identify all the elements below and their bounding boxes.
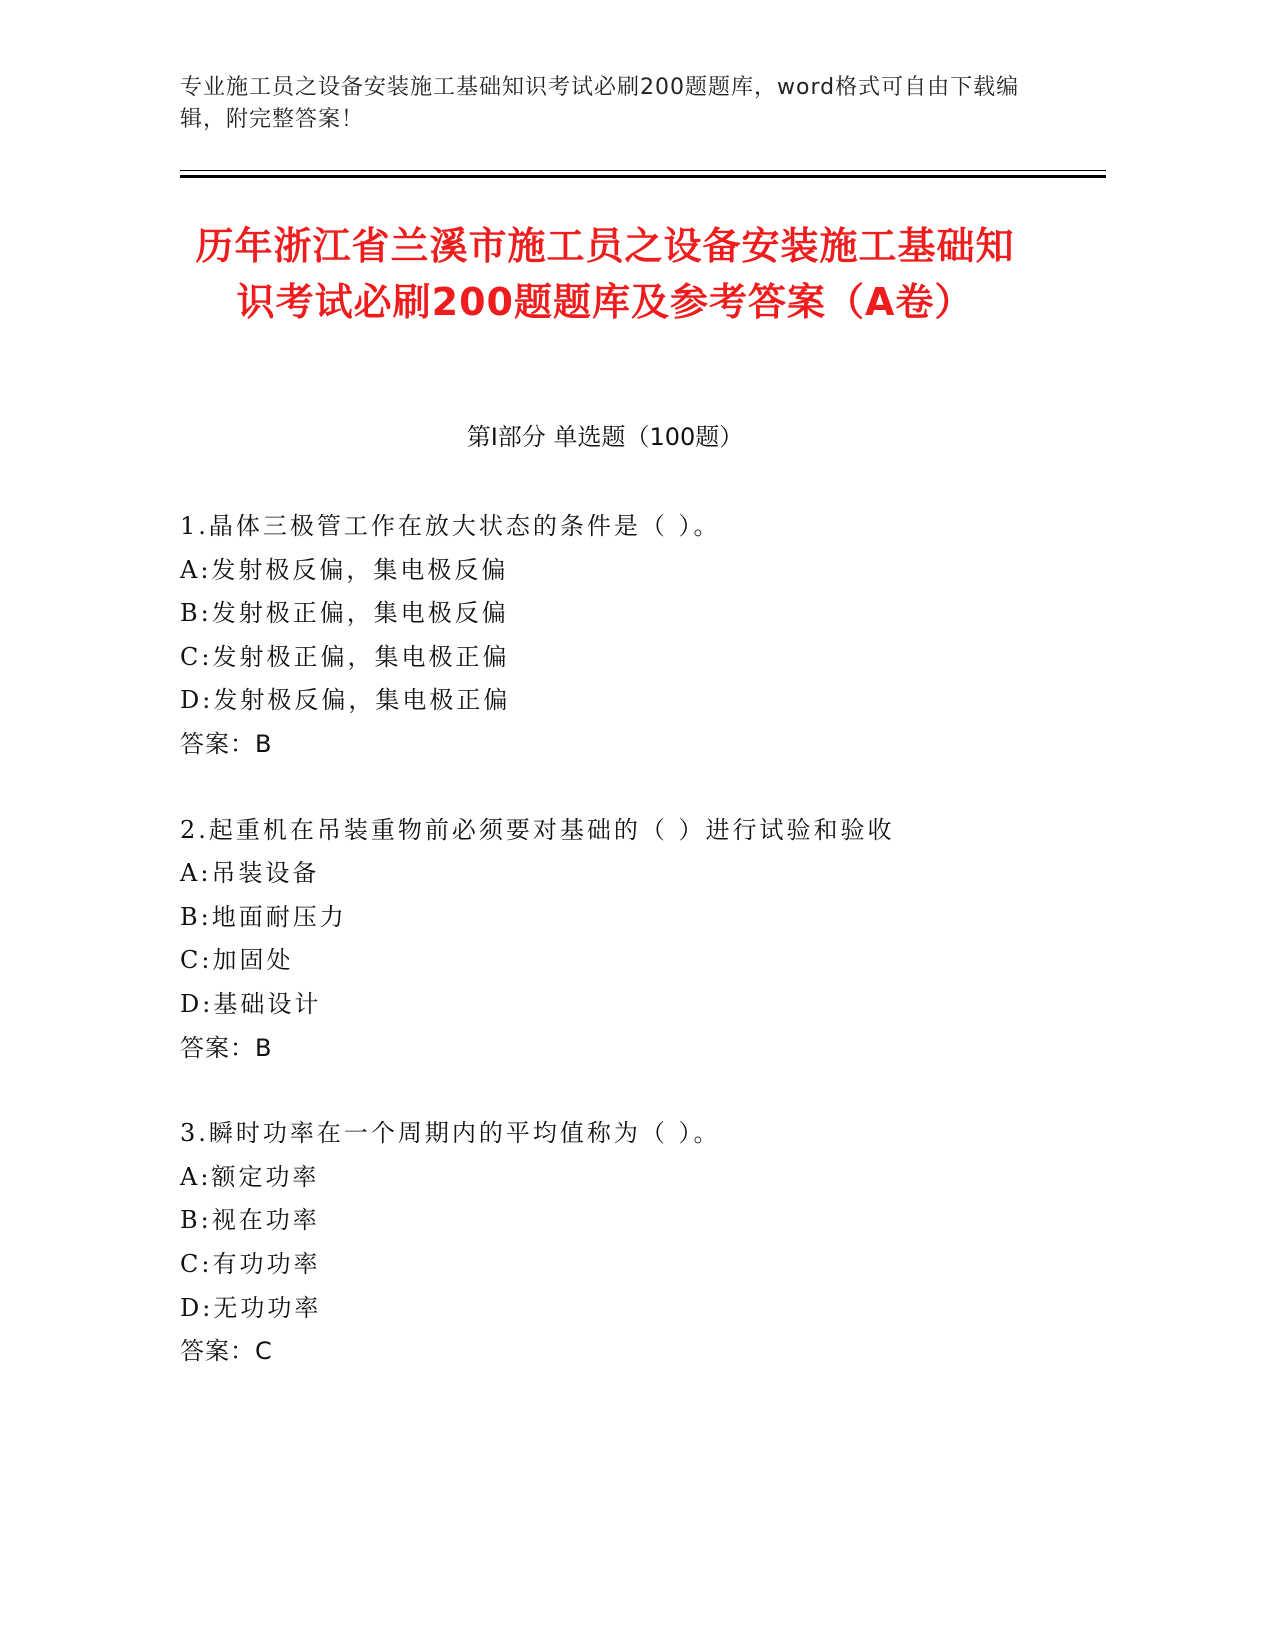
option-d: D:发射极反偏，集电极正偏 [180,686,511,715]
header-divider-thick [180,175,1106,178]
option-c: C:有功功率 [180,1249,321,1278]
question-stem: 3.瞬时功率在一个周期内的平均值称为（ ）。 [180,1119,721,1148]
option-b: B:视在功率 [180,1206,320,1235]
header-divider-thin [180,170,1106,171]
question-3 [180,1112,1080,1374]
option-c: C:加固处 [180,946,294,975]
answer-line: 答案：C [180,1337,273,1366]
option-c: C:发射极正偏，集电极正偏 [180,642,510,671]
answer-line: 答案：B [180,1033,273,1062]
header-note: 专业施工员之设备安装施工基础知识考试必刷200题题库，word格式可自由下载编辑，附完整答案！ [180,75,1020,132]
document-title: 历年浙江省兰溪市施工员之设备安装施工基础知识考试必刷200题题库及参考答案（A卷） [195,224,1015,324]
option-a: A:额定功率 [180,1162,320,1191]
answer-line: 答案：B [180,729,273,758]
section-title: 第Ⅰ部分 单选题（100题） [466,423,744,451]
question-stem: 1.晶体三极管工作在放大状态的条件是（ ）。 [180,512,721,540]
option-d: D:无功功率 [180,1293,322,1322]
question-2 [180,809,1080,1071]
question-list [180,505,1080,1416]
question-1 [180,505,1080,767]
option-a: A:吊装设备 [180,859,320,888]
option-b: B:发射极正偏，集电极反偏 [180,599,509,628]
option-d: D:基础设计 [180,989,322,1018]
option-a: A:发射极反偏，集电极反偏 [180,555,509,584]
option-b: B:地面耐压力 [180,902,347,931]
question-stem: 2.起重机在吊装重物前必须要对基础的（ ）进行试验和验收 [180,815,895,844]
